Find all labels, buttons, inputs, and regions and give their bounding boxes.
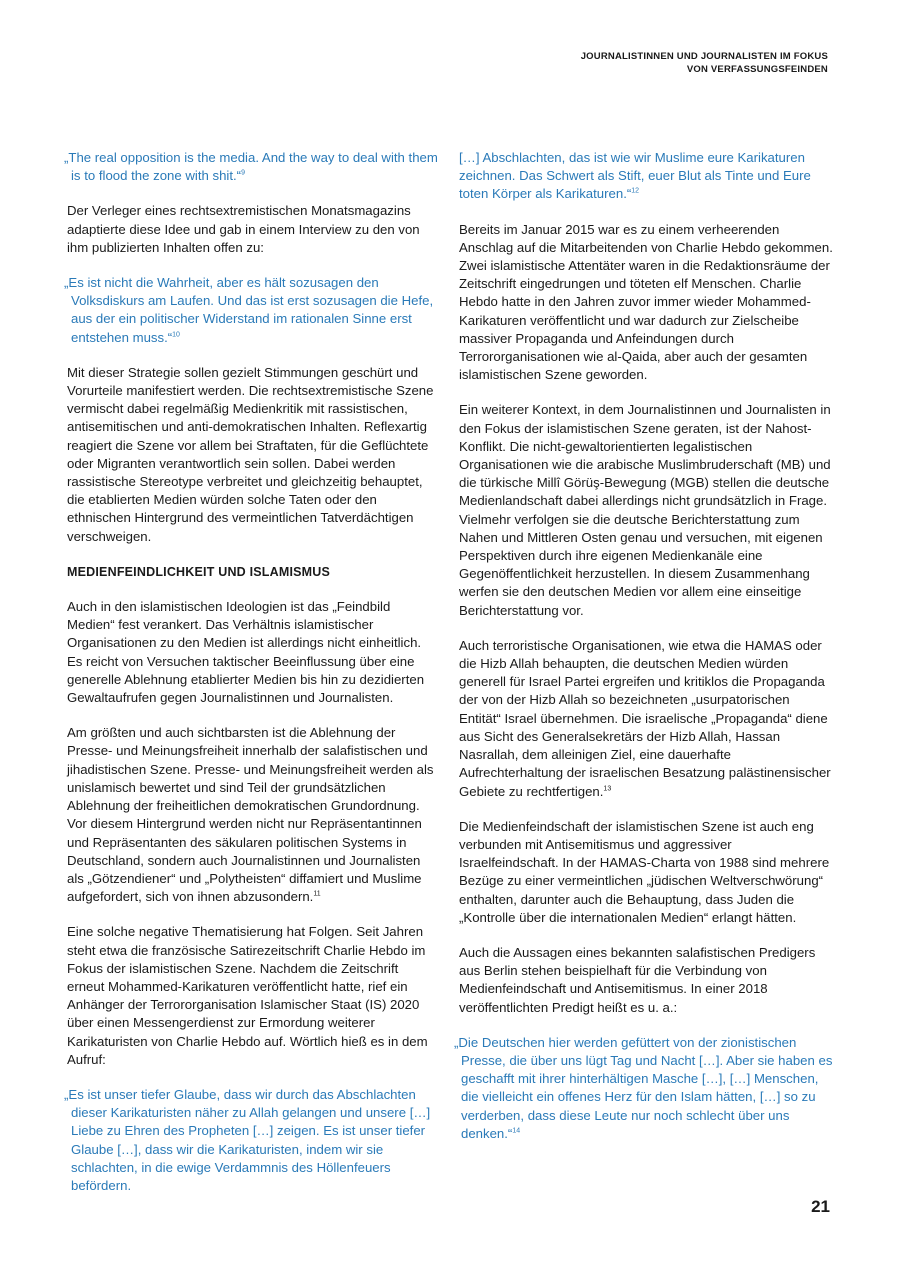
quote-bannon <box>64 149 439 185</box>
quote-text: „Es ist nicht die Wahrheit, aber es hält sozusagen den Volksdiskurs am Laufen. Und das ist erst sozusagen die Hefe, aus der ein politischer Widerstand im rationalen Sinne erst entstehen muss.“ <box>64 275 434 345</box>
quote-text: „The real opposition is the media. And the way to deal with them is to flood the zone with shit.“ <box>64 150 438 184</box>
paragraph: Die Medienfeindschaft der islamistischen Szene ist auch eng verbunden mit Antisemitismus und aggressiver Israelfeindschaft. In der HAMAS-Charta von 1988 sind mehrere Bezüge zu einer vermeintlichen „jüdischen Weltverschwörung“ enthalten, darunter auch die Behauptung, dass Juden die „Kontrolle über die internationalen Medien“ erlangt hätten. <box>459 818 830 925</box>
paragraph: Der Verleger eines rechtsextremistischen Monatsmagazins adaptierte diese Idee und gab in einem Interview zu den von ihm publizierten Inhalten offen zu: <box>67 203 420 255</box>
running-header <box>581 50 828 76</box>
section-heading: MEDIENFEINDLICHKEIT UND ISLAMISMUS <box>67 564 331 579</box>
quote-text: […] Abschlachten, das ist wie wir Muslime eure Karikaturen zeichnen. Das Schwert als Stift, euer Blut als Tinte und Eure toten Körper als Karikaturen.“ <box>459 150 811 202</box>
quote-publisher <box>64 274 439 347</box>
paragraph-text: Am größten und auch sichtbarsten ist die Ablehnung der Presse- und Meinungsfreiheit innerhalb der salafistischen und jihadistischen Szene. Presse- und Meinungsfreiheit werden als unislamisch bewertet und sind Teil der grundsätzlichen Ablehnung der freiheitlichen demokratischen Grundordnung. Vor diesem Hintergrund werden nicht nur Repräsentantinnen und Repräsentanten des säkularen politischen Systems in Deutschland, sondern auch Journalistinnen und Journalisten als „Götzendiener“ und „Polytheisten“ diffamiert und Muslime aufgefordert, sich von ihnen abzusondern. <box>67 725 434 905</box>
paragraph: Auch in den islamistischen Ideologien ist das „Feindbild Medien“ fest verankert. Das Verhältnis islamistischer Organisationen zu den Medien ist allerdings nicht einheitlich. Es reicht von Versuchen taktischer Beeinflussung über eine generelle Ablehnung etablierter Medien bis hin zu dezidierten Gewaltaufrufen gegen Journalistinnen und Journalisten. <box>67 599 425 706</box>
footnote-ref: 14 <box>512 1127 521 1135</box>
quote-continuation <box>459 149 835 204</box>
right-column <box>454 149 835 1160</box>
footnote-ref: 10 <box>172 331 180 339</box>
footnote-ref: 12 <box>631 188 640 196</box>
quote-text: „Die Deutschen hier werden gefüttert von der zionistischen Presse, die über uns lügt Tag und Nacht […]. Aber sie haben es geschafft mit ihrer hinterhältigen Masche […], […] Menschen, die vielleicht ein offenes Herz für den Islam hätten, […] so zu verderben, dass diese Leute nur noch schlecht über uns denken.“ <box>454 1034 833 1141</box>
paragraph <box>459 637 835 801</box>
paragraph: Auch die Aussagen eines bekannten salafistischen Predigers aus Berlin stehen beispielhaft für die Verbindung von Medienfeindschaft und Antisemitismus. In einer 2018 veröffentlichten Predigt heißt es u. a.: <box>459 944 816 1015</box>
footnote-ref: 9 <box>241 169 245 177</box>
paragraph-text: Auch terroristische Organisationen, wie etwa die HAMAS oder die Hizb Allah behaupten, die deutschen Medien würden generell für Israel Partei ergreifen und kritiklos die Propaganda der von der Hizb Allah so bezeichneten „usurpatorischen Entität“ Israel übernehmen. Die israelische „Propaganda“ diene aus Sicht des Generalsekretärs der Hizb Allah, Hassan Nasrallah, dem alleinigen Ziel, eine dauerhafte Aufrechterhaltung der israelischen Besatzung palästinensischer Gebiete zu rechtfertigen. <box>459 637 831 799</box>
paragraph: Eine solche negative Thematisierung hat Folgen. Seit Jahren steht etwa die französische Satirezeitschrift Charlie Hebdo im Fokus der islamistischen Szene. Nachdem die Zeitschrift erneut Mohammed-Karikaturen veröffentlicht hatte, rief ein Anhänger der Terrororganisation Islamischer Staat (IS) 2020 über einen Messengerdienst zur Ermordung weiterer Karikaturisten von Charlie Hebdo auf. Wörtlich hieß es in dem Aufruf: <box>67 924 428 1067</box>
running-header-line-2: VON VERFASSUNGSFEINDEN <box>686 64 828 75</box>
footnote-ref: 13 <box>603 785 612 793</box>
page-number: 21 <box>811 1197 830 1216</box>
paragraph: Mit dieser Strategie sollen gezielt Stimmungen geschürt und Vorurteile manifestiert werden. Die rechtsextremistische Szene vermischt dabei regelmäßig Medienkritik mit rassistischen, antisemitischen und anti-demokratischen Inhalten. Reflexartig reagiert die Szene vor allem bei Straftaten, für die Geflüchtete oder Migranten verantwortlich sein sollen. Dabei werden rassistische Stereotype verbreitet und gleichzeitig behauptet, die etablierten Medien würden solche Taten oder den ethnischen Hintergrund des vermeintlichen Tatverdächtigen verschweigen. <box>67 364 434 544</box>
paragraph: Ein weiterer Kontext, in dem Journalistinnen und Journalisten in den Fokus der islamistischen Szene geraten, ist der Nahost-Konflikt. Die nicht-gewaltorientierten legalistischen Organisationen wie die arabische Muslimbruderschaft (MB) und die türkische Millî Görüş-Bewegung (MGB) stellen die deutsche Medienlandschaft dabei allerdings nicht grundsätzlich in Frage. Vielmehr verfolgen sie die deutsche Berichterstattung zum Nahen und Mittleren Osten genau und versuchen, mit eigenen Perspektiven durch ihre eigenen Medienkanäle eine Gegenöffentlichkeit herzustellen. In diesem Zusammenhang werfen sie den deutschen Medien vor allem eine einseitige Berichterstattung vor. <box>459 402 831 618</box>
quote-preacher <box>454 1034 835 1143</box>
left-column <box>64 149 439 1212</box>
running-header-line-1: JOURNALISTINNEN UND JOURNALISTEN IM FOKUS <box>580 51 828 62</box>
quote-is-call: „Es ist unser tiefer Glaube, dass wir durch das Abschlachten dieser Karikaturisten näher zu Allah gelangen und unsere […] Liebe zu Ehren des Propheten […] zeigen. Es ist unser tiefer Glaube […], dass wir die Karikaturisten, indem wir sie schlachten, in die ewige Verdammnis des Höllenfeuers befördern. <box>64 1086 431 1193</box>
footnote-ref: 11 <box>313 890 321 898</box>
paragraph <box>67 724 439 906</box>
paragraph: Bereits im Januar 2015 war es zu einem verheerenden Anschlag auf die Mitarbeitenden von Charlie Hebdo gekommen. Zwei islamistische Attentäter waren in die Redaktionsräume der Zeitschrift eingedrungen und töteten elf Menschen. Charlie Hebdo hatte in den Jahren zuvor immer wieder Mohammed-Karikaturen veröffentlicht und war dadurch zur Zielscheibe massiver Propaganda und Anfeindungen durch Terrororganisationen wie al-Qaida, aber auch der gesamten islamistischen Szene geworden. <box>459 221 833 383</box>
